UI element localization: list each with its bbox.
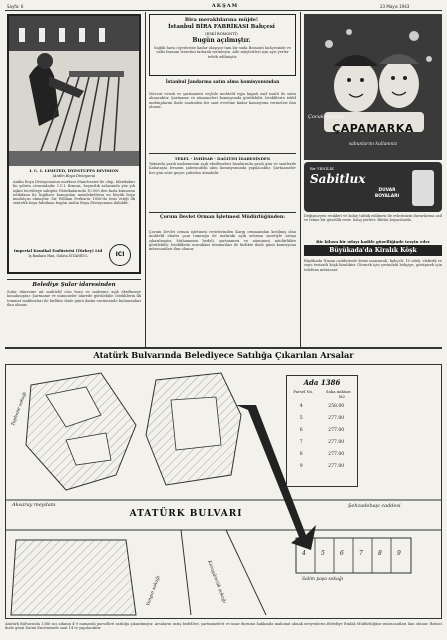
jandarma-title: İstanbul Jandarma satın alma komisyonundan — [165, 80, 280, 85]
salim-pasa-label: Salim paşa sokağı — [302, 577, 344, 582]
weaving-illustration — [9, 16, 139, 166]
jandarma-body: Mevcut evsafı ve şartnamesi veçhile muhtelif eşya kapalı zarf usulü ile satın alınacaktır. Şartname ve nümuneleri komisyonda görülebilir. İsteklilerin teklif mektuplarını ihale saatinden bir saat evveline kadar komisyona vermeleri ilan olunur. — [149, 92, 296, 109]
parcel-no: 5 — [299, 416, 303, 421]
parcel-row — [287, 461, 357, 473]
ici-body: Anilin Boya Divizyonunun merkezi Manchester'de olup, fabrikaları bu şehrin civarındadır. I.C.I. firması, boyacılık sahasında yüz yılı aşkın tecrübeye sahiptir. Fabrikalarında 10.000 den fazla kimsenin istihdamı ile İngilizce konuşulan memleketlerin en büyük boya imalatçısı olmuştur. Sir William Perkin'in 1856'da tesis ettiği ilk sentetik boya fabrikası bugün Anilin Boya Divizyonuna dahildir. — [13, 180, 135, 206]
arsa-headline: Atatürk Bulvarında Belediyece Satılığa Çıkarılan Arsalar — [93, 350, 354, 360]
street-main-label: ATATÜRK BULVARI — [129, 509, 243, 519]
capamarka-brand: ÇAPAMARKA — [332, 122, 414, 135]
parcel-table-title: Ada 1386 — [303, 378, 341, 387]
tekel-title: TEKEL - İNHİSAR - DAĞITIM İDARESİNDEN — [174, 156, 271, 161]
arsa-map — [5, 364, 442, 619]
map-parcel-number: 6 — [340, 550, 344, 557]
bira-line1: Bira meraklılarına müjde! — [184, 17, 259, 23]
parcel-area: 277.00 — [328, 428, 345, 433]
issue-date: 23 Mayıs 1943 — [380, 4, 410, 9]
square-label: Aksaray meydanı — [12, 502, 56, 508]
map-parcel-number: 8 — [378, 550, 382, 557]
bira-line4: Bugün açılmıştır. — [192, 37, 251, 44]
ici-logo-icon: ICI — [109, 244, 131, 266]
children-illustration — [304, 14, 442, 160]
sabitlux-advertisement — [304, 162, 442, 212]
ici-subtitle: (Anilin Boya Divizyonu) — [52, 174, 96, 178]
sabitlux-top: Bir YENİLİK — [310, 166, 334, 171]
parcel-table — [286, 375, 358, 487]
street-right-label: Şehzadebaşı caddesi — [348, 503, 401, 509]
parcel-no: 4 — [299, 404, 303, 409]
topane-label: Tophane sokağı — [11, 391, 28, 427]
bira-advertisement — [149, 14, 296, 76]
kosk-title: Büyükada'da Kiralık Köşk — [304, 245, 442, 256]
parcel-row — [287, 425, 357, 437]
parcel-row — [287, 449, 357, 461]
parcel-area: 277.00 — [328, 416, 345, 421]
parcel-col1: Parsel No. — [293, 389, 314, 394]
karagumruk-label: Karagümrük sokağı — [206, 560, 227, 604]
sabitlux-line1: DUVAR — [378, 188, 396, 193]
bira-line3: (ESKİ BOMONTİ) — [205, 32, 238, 36]
parcel-row — [287, 437, 357, 449]
parcel-area: 277.00 — [328, 452, 345, 457]
bira-line2: İstanbul BİRA FABRİKASI Bahçesi — [168, 24, 275, 30]
kosk-body: Büyükada Nizam caddesinde deniz manzaralı, bahçeli, 10 odalı, elektrik ve suyu tesisatlı köşk kiralıktır. Görmek için yerindeki bekçiye, görüşmek için telefona müracaat. — [304, 259, 442, 272]
parcel-area: 277.00 — [328, 440, 345, 445]
sabitlux-line2: BOYALARI — [374, 194, 400, 199]
capamarka-advertisement — [304, 14, 442, 160]
parcel-area: 277.00 — [328, 464, 345, 469]
page-number: Sayfa: 6 — [7, 4, 24, 9]
sabitlux-brand: Sabitlux — [310, 172, 366, 186]
sabitlux-body: Değişmeyen renkleri ve kolay tatbik edilmesi ile evlerinizin duvarlarına asil ve temiz bir güzellik verir. Satış yerleri: Bütün boyacılarda. — [304, 214, 442, 223]
map-drawing — [6, 365, 441, 618]
parcel-no: 8 — [299, 452, 303, 457]
yangin-label: Yangın sokağı — [146, 575, 162, 607]
map-parcel-number: 4 — [302, 550, 306, 557]
orman-title: Çorum Devlet Orman İşletmesi Müdürlüğünden: — [160, 215, 285, 220]
paint-can-icon — [412, 170, 434, 206]
sular-body: Sular idaresine ait muhtelif cins boru ve malzeme açık eksiltmeye konulmuştur. Şartname ve nümuneler idarede görülebilir. İsteklilerin ilk teminat makbuzları ile birlikte ihale günü daimi encümende bulunmaları ilan olunur. — [7, 290, 141, 307]
parcel-unit: M2 — [338, 394, 345, 399]
ici-title: I. C. I. LIMITED, DYESTUFFS DIVISION — [29, 168, 119, 173]
sular-title: Belediye Şular idaresinden — [32, 282, 116, 288]
parcel-no: 6 — [299, 428, 303, 433]
parcel-area: 258.00 — [328, 404, 345, 409]
capamarka-sub: sabunlarını kullanınız — [348, 142, 398, 147]
capamarka-tagline: Çocuk sabunu — [308, 114, 344, 120]
paper-name: AKŞAM — [211, 3, 239, 9]
kosk-above: Bir kilosu bir odayı kadife güzelliğinde tezyin eder — [316, 239, 430, 244]
parcel-col2: Saha miktarı — [325, 389, 351, 394]
orman-body: Çorum Devlet orman işletmesi revirlerinden Kargı ormanından kesilmiş olan muhtelif ebatta çam tomruğu ile mahruki açık artırma suretiyle satışa çıkarılmıştır. Muhammen bedeli, şartnamesi ve nümunesi müdürlükte görülebilir. İsteklilerin muvakkat teminatları ile birlikte ihale günü komisyona müracaatları ilan olunur. — [149, 230, 296, 252]
parcel-row — [287, 413, 357, 425]
bira-body: Sağlık hava ciyerlerine kadar ulaşıyor tam bir suda Bomonti bahçesinde ve nefis biranın lezzetini tadarak serinleyin. Aile müşterileri için ayrı yerler tefrik edilmiştir. — [154, 46, 291, 59]
arsa-footer: Atatürk Bulvarında 1386 ncı adanın 4-9 numaralı parselleri satılığa çıkarılmıştır. Arsaların satış bedelleri, şartnameleri ve imar durumu hakkında malumat almak isteyenlerin Belediye Emlak Müdürlüğüne müracaatları ilan olunur. Birinci ihale günü Daimi Encümende saat 14 te yapılacaktır. — [5, 622, 442, 631]
ici-advertisement — [7, 14, 141, 274]
tekel-body: Yukarıda yazılı malzemenin açık eksiltmeleri hizalarında yazılı gün ve saatlerde Kabataşta levazım şubesindeki alım komisyonunda yapılacaktır. Şartnameler her gün sözü geçen şubeden alınabilir. — [149, 162, 296, 175]
map-parcel-number: 5 — [321, 550, 325, 557]
map-parcel-number: 9 — [397, 550, 401, 557]
ici-company: Imperial Kemikal Endüstrisi (Türkey) Ltd — [13, 248, 103, 253]
ici-address: İş Bankası Han, Galata İSTANBUL — [28, 254, 88, 258]
parcel-row — [287, 401, 357, 413]
map-parcel-number: 7 — [359, 550, 363, 557]
parcel-no: 9 — [299, 464, 303, 469]
parcel-no: 7 — [299, 440, 303, 445]
